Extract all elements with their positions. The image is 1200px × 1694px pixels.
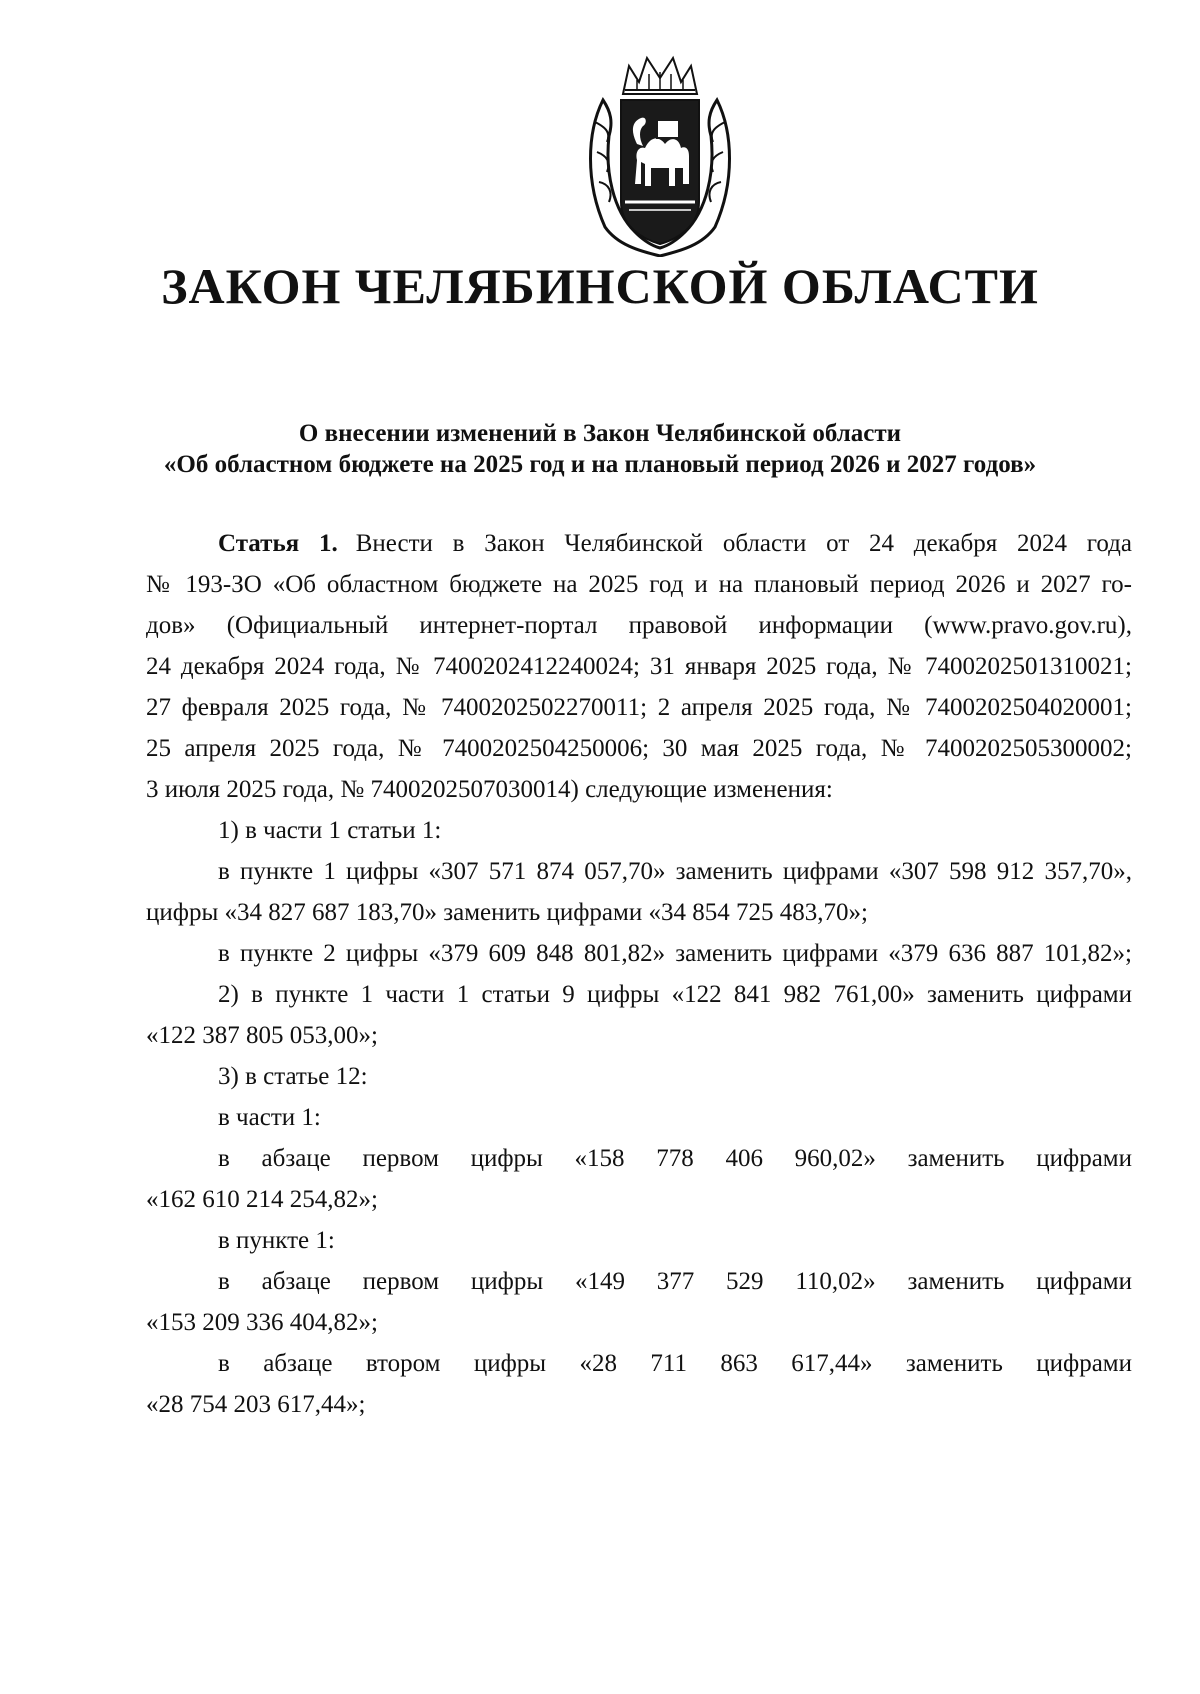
amendment-line: «153 209 336 404,82»; — [146, 1309, 378, 1336]
amendment-line: «28 754 203 617,44»; — [146, 1391, 366, 1418]
law-title: ЗАКОН ЧЕЛЯБИНСКОЙ ОБЛАСТИ — [161, 258, 1039, 314]
article-label: Статья 1. — [218, 530, 338, 557]
amendment-line: в абзаце первом цифры «158 778 406 960,02» заменить цифрами — [218, 1145, 1132, 1172]
amendment-line: в пункте 1 цифры «307 571 874 057,70» заменить цифрами «307 598 912 357,70», — [218, 858, 1132, 885]
article-line: дов» (Официальный интернет-портал правовой информации (www.pravo.gov.ru), — [146, 612, 1132, 639]
article-line: 3 июля 2025 года, № 7400202507030014) следующие изменения: — [146, 776, 833, 803]
article-line: 27 февраля 2025 года, № 7400202502270011; 2 апреля 2025 года, № 7400202504020001; — [146, 694, 1132, 721]
article-line: 24 декабря 2024 года, № 7400202412240024; 31 января 2025 года, № 7400202501310021; — [146, 653, 1132, 680]
amendment-line: «122 387 805 053,00»; — [146, 1022, 378, 1049]
amendment-line: в пункте 1: — [218, 1227, 335, 1254]
amendment-line: цифры «34 827 687 183,70» заменить цифрами «34 854 725 483,70»; — [146, 899, 868, 926]
article-1-first-line — [218, 528, 1132, 560]
amendment-line: 1) в части 1 статьи 1: — [218, 817, 442, 844]
amendment-line: «162 610 214 254,82»; — [146, 1186, 378, 1213]
amendment-line: в пункте 2 цифры «379 609 848 801,82» заменить цифрами «379 636 887 101,82»; — [218, 940, 1132, 967]
subtitle-line-1: О внесении изменений в Закон Челябинской области — [298, 420, 902, 447]
amendment-line: в абзаце втором цифры «28 711 863 617,44» заменить цифрами — [218, 1350, 1132, 1377]
chelyabinsk-oblast-coat-of-arms-icon — [585, 52, 735, 257]
article-line: № 193-ЗО «Об областном бюджете на 2025 год и на плановый период 2026 и 2027 го- — [146, 571, 1132, 598]
article-text: Внести в Закон Челябинской области от 24 декабря 2024 года — [355, 530, 1132, 557]
amendment-line: 2) в пункте 1 части 1 статьи 9 цифры «122 841 982 761,00» заменить цифрами — [218, 981, 1132, 1008]
amendment-line: в части 1: — [218, 1104, 321, 1131]
amendment-line: 3) в статье 12: — [218, 1063, 368, 1090]
amendment-line: в абзаце первом цифры «149 377 529 110,02» заменить цифрами — [218, 1268, 1132, 1295]
subtitle-line-2: «Об областном бюджете на 2025 год и на плановый период 2026 и 2027 годов» — [163, 451, 1037, 478]
article-line: 25 апреля 2025 года, № 7400202504250006; 30 мая 2025 года, № 7400202505300002; — [146, 735, 1132, 762]
